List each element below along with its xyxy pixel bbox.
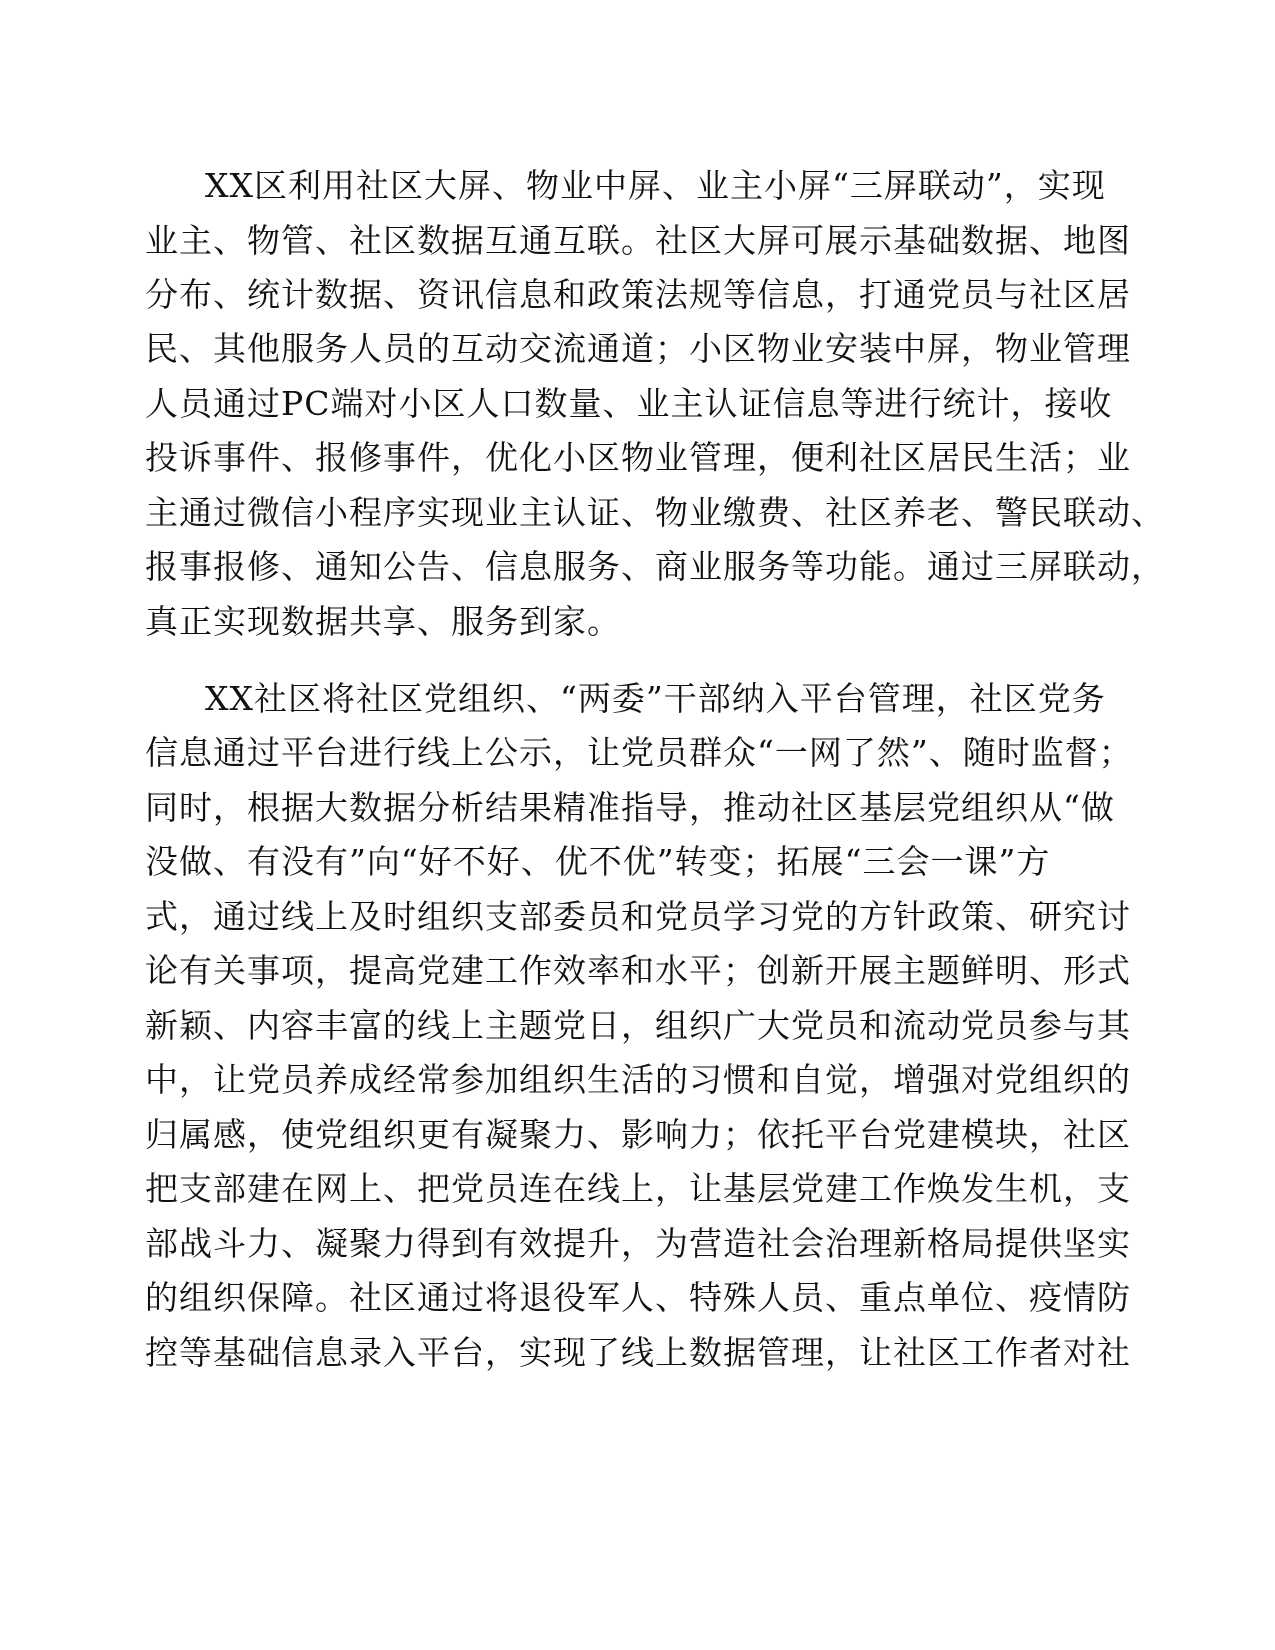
paragraph-2-line-7: 新颖、内容丰富的线上主题党日，组织广大党员和流动党员参与其: [145, 1006, 1131, 1045]
paragraph-1-line-9: 真正实现数据共享、服务到家。: [145, 602, 621, 641]
paragraph-2-line-11: 部战斗力、凝聚力得到有效提升，为营造社会治理新格局提供坚实: [145, 1224, 1131, 1263]
paragraph-2-line-1: XX社区将社区党组织、“两委”干部纳入平台管理，社区党务: [205, 679, 1106, 718]
paragraph-2-line-10: 把支部建在网上、把党员连在线上，让基层党建工作焕发生机，支: [145, 1169, 1131, 1208]
paragraph-1-line-1: XX区利用社区大屏、物业中屏、业主小屏“三屏联动”，实现: [205, 166, 1106, 205]
paragraph-2-line-4: 没做、有没有”向“好不好、优不优”转变；拓展“三会一课”方: [145, 842, 1051, 881]
paragraph-2-line-13: 控等基础信息录入平台，实现了线上数据管理，让社区工作者对社: [145, 1333, 1131, 1372]
paragraph-2-line-5: 式，通过线上及时组织支部委员和党员学习党的方针政策、研究讨: [145, 897, 1131, 936]
paragraph-1-line-6: 投诉事件、报修事件，优化小区物业管理，便利社区居民生活；业: [145, 438, 1131, 477]
paragraph-1-line-8: 报事报修、通知公告、信息服务、商业服务等功能。通过三屏联动，: [145, 547, 1165, 586]
paragraph-2-line-3: 同时，根据大数据分析结果精准指导，推动社区基层党组织从“做: [145, 788, 1115, 827]
paragraph-1-line-5: 人员通过PC端对小区人口数量、业主认证信息等进行统计，接收: [145, 384, 1113, 423]
paragraph-2-line-6: 论有关事项，提高党建工作效率和水平；创新开展主题鲜明、形式: [145, 951, 1131, 990]
paragraph-2-line-9: 归属感，使党组织更有凝聚力、影响力；依托平台党建模块，社区: [145, 1115, 1131, 1154]
paragraph-2-line-2: 信息通过平台进行线上公示，让党员群众“一网了然”、随时监督；: [145, 733, 1133, 772]
paragraph-2-line-8: 中，让党员养成经常参加组织生活的习惯和自觉，增强对党组织的: [145, 1060, 1131, 1099]
paragraph-1-line-3: 分布、统计数据、资讯信息和政策法规等信息，打通党员与社区居: [145, 275, 1131, 314]
paragraph-1-line-4: 民、其他服务人员的互动交流通道；小区物业安装中屏，物业管理: [145, 329, 1131, 368]
paragraph-2-line-12: 的组织保障。社区通过将退役军人、特殊人员、重点单位、疫情防: [145, 1278, 1131, 1317]
paragraph-1-line-7: 主通过微信小程序实现业主认证、物业缴费、社区养老、警民联动、: [145, 493, 1165, 532]
paragraph-1-line-2: 业主、物管、社区数据互通互联。社区大屏可展示基础数据、地图: [145, 221, 1131, 260]
